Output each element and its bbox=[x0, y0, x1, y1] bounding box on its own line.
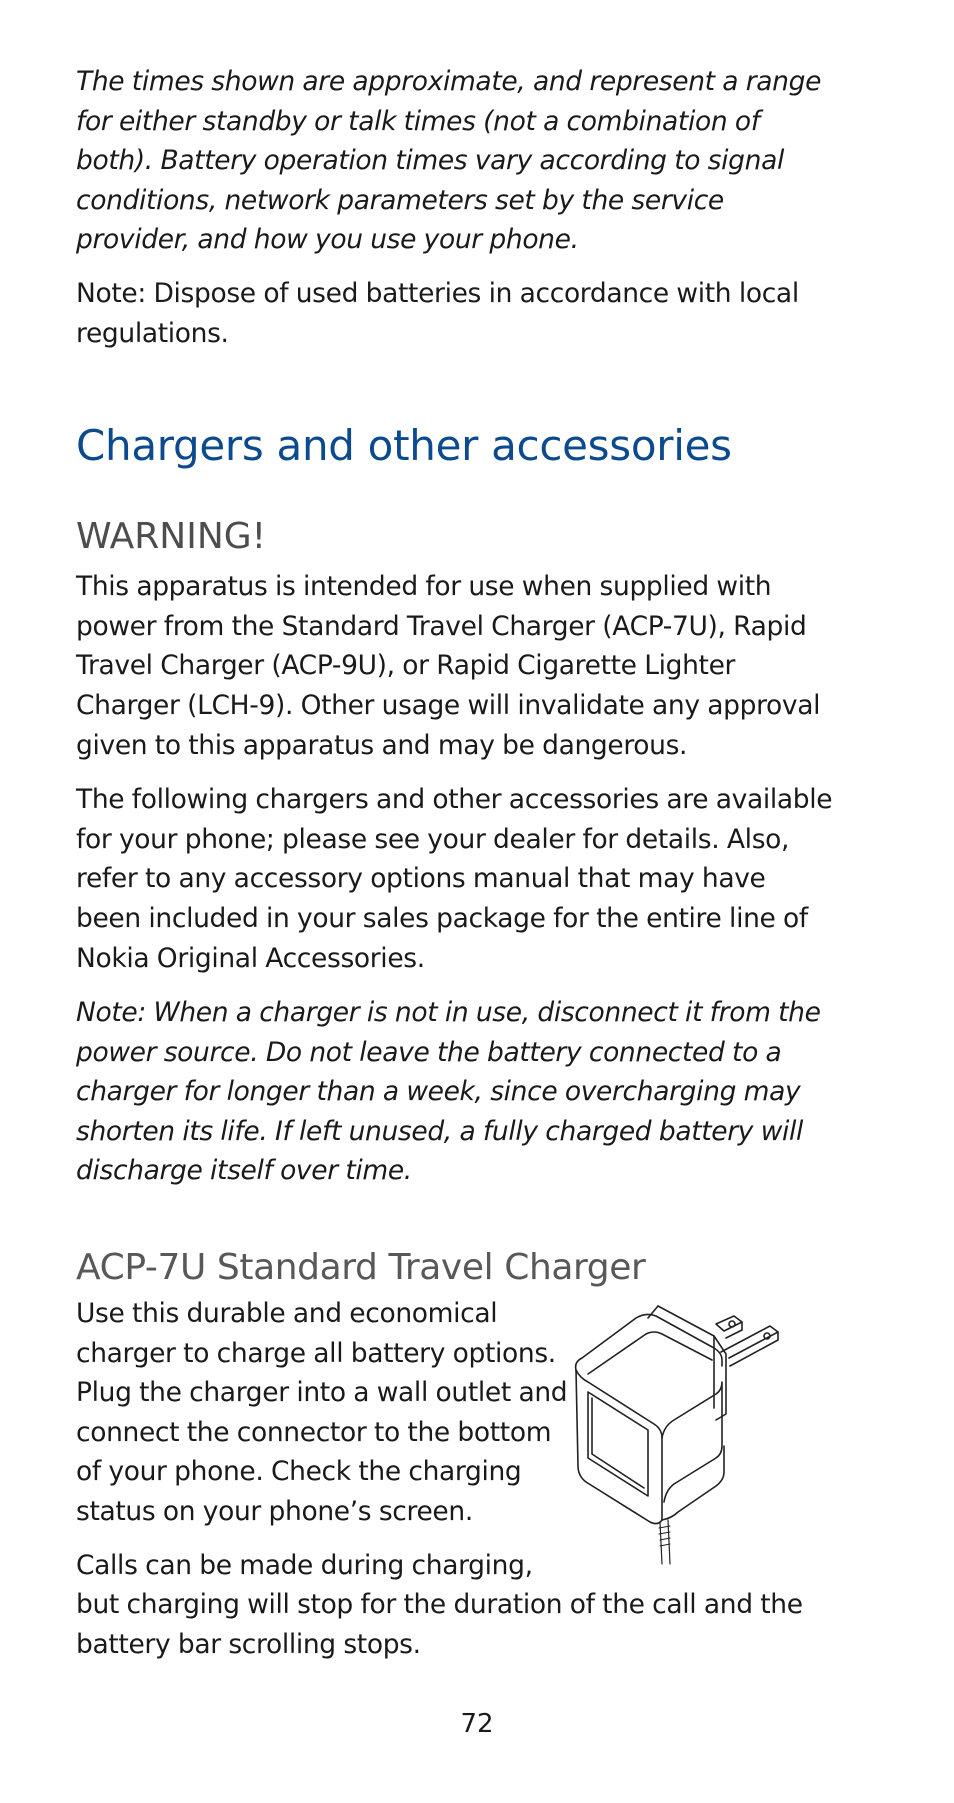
section-title: Chargers and other accessories bbox=[76, 421, 732, 471]
acp7u-line-1: Use this durable and economical bbox=[76, 1298, 498, 1330]
warning-heading: WARNING! bbox=[76, 516, 267, 558]
acp7u-line-4: connect the connector to the bottom bbox=[76, 1416, 552, 1448]
calls-during-charging-rest: but charging will stop for the duration of the call and the battery bar scrolling stops. bbox=[76, 1589, 803, 1660]
acp7u-line-6: status on your phone’s screen. bbox=[76, 1496, 473, 1528]
acp7u-description bbox=[76, 1294, 576, 1532]
dispose-batteries-note: Note: Dispose of used batteries in accordance with local regulations. bbox=[76, 277, 799, 349]
acp7u-line-3: Plug the charger into a wall outlet and bbox=[76, 1377, 568, 1409]
warning-text: This apparatus is intended for use when supplied with power from the Standard Travel Charger (ACP-7U), Rapid Travel Charger (ACP-9U), or Rapid Cigarette Lighter Charger (LCH-9). Other usage will invalidate any approval given to this apparatus and may be dangerous. bbox=[76, 571, 821, 761]
acp7u-line-2: charger to charge all battery options. bbox=[76, 1337, 556, 1369]
battery-times-note: The times shown are approximate, and represent a range for either standby or talk times (not a combination of both). Battery operation times vary according to signal conditions, network parameters set by the service provider, and how you use your phone. bbox=[76, 66, 822, 256]
document-page bbox=[76, 62, 836, 1664]
calls-during-charging-line-1: Calls can be made during charging, bbox=[76, 1549, 533, 1581]
acp7u-description-block bbox=[76, 1294, 836, 1664]
page-number: 72 bbox=[460, 1709, 494, 1739]
acp7u-heading: ACP-7U Standard Travel Charger bbox=[76, 1247, 646, 1289]
accessories-availability-text: The following chargers and other accessories are available for your phone; please see your dealer for details. Also, refer to any accessory options manual that may have been included in your sales package for the entire line of Nokia Original Accessories. bbox=[76, 784, 833, 974]
charger-disconnect-note: Note: When a charger is not in use, disconnect it from the power source. Do not leave the battery connected to a charger for longer than a week, since overcharging may shorten its life. If left unused, a fully charged battery will discharge itself over time. bbox=[76, 997, 821, 1187]
travel-charger-illustration-icon bbox=[566, 1296, 796, 1566]
acp7u-line-5: of your phone. Check the charging bbox=[76, 1456, 522, 1488]
